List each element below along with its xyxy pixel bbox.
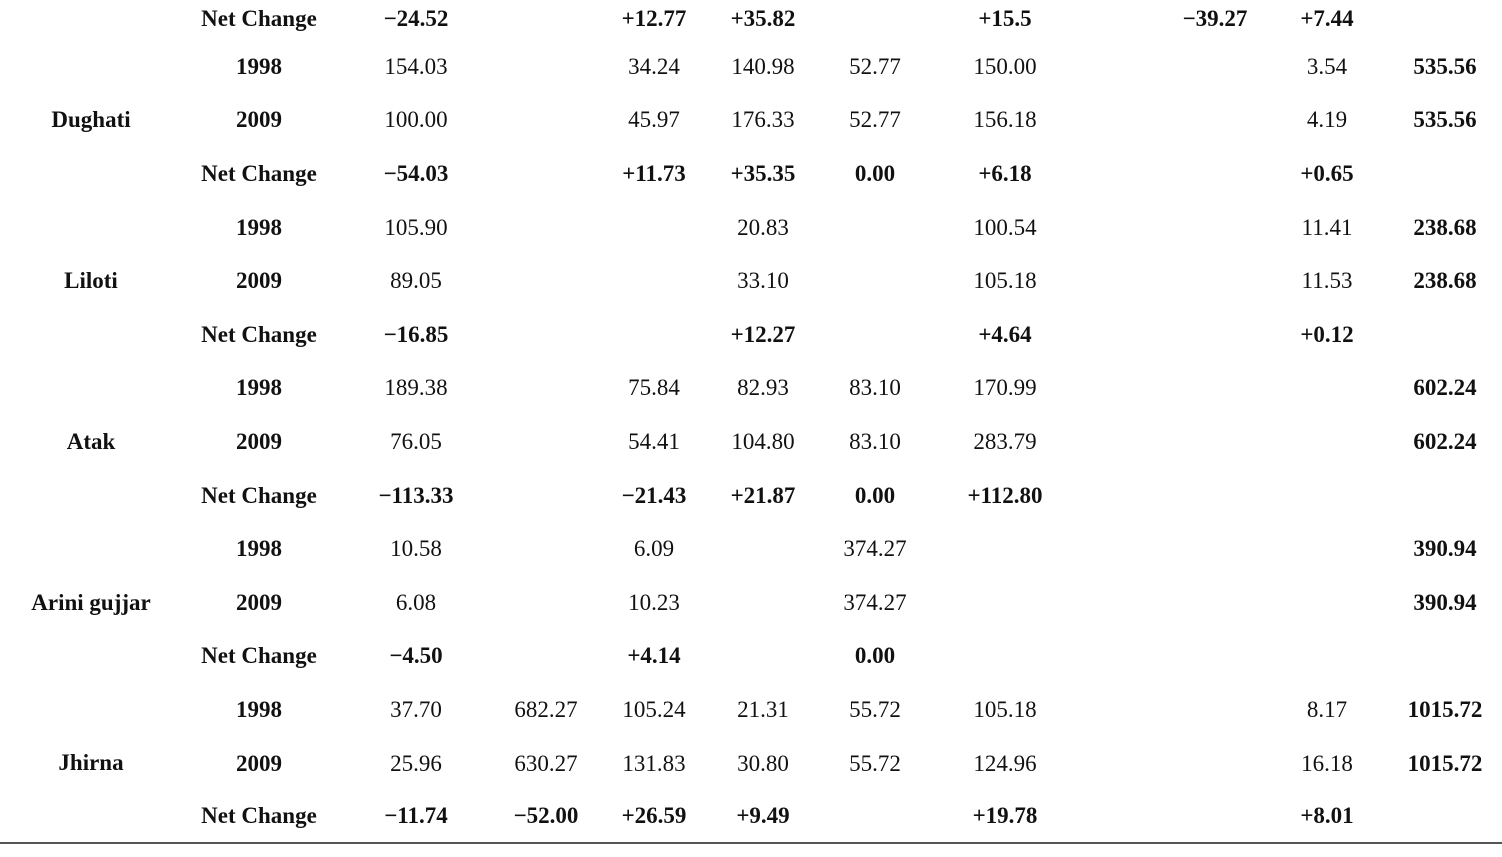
value-cell: 52.77	[849, 53, 901, 79]
value-cell	[1074, 683, 1164, 737]
value-cell	[1164, 254, 1266, 308]
value-cell: 124.96	[973, 750, 1037, 776]
value-cell	[1074, 254, 1164, 308]
value-cell	[596, 201, 712, 255]
total-cell	[1388, 147, 1502, 201]
value-cell	[496, 630, 596, 684]
value-cell: 83.10	[849, 375, 901, 401]
value-cell	[1164, 576, 1266, 630]
value-cell	[1164, 469, 1266, 523]
net-change-label: Net Change	[201, 321, 317, 347]
total-cell: 390.94	[1413, 536, 1477, 562]
value-cell: +7.44	[1300, 6, 1354, 31]
value-cell: −54.03	[383, 160, 449, 186]
value-cell: 3.54	[1306, 53, 1348, 79]
value-cell: 76.05	[390, 428, 442, 454]
year-label: 1998	[236, 696, 282, 722]
value-cell: +35.82	[730, 6, 796, 31]
value-cell: 30.80	[737, 750, 789, 776]
site-name: Jhirna	[0, 683, 182, 844]
value-cell	[496, 362, 596, 416]
value-cell: +0.65	[1300, 160, 1354, 186]
value-cell: −24.52	[383, 6, 449, 31]
value-cell: +19.78	[936, 790, 1074, 844]
total-cell: 238.68	[1413, 268, 1477, 294]
year-label: 1998	[236, 53, 282, 79]
value-cell: 0.00	[854, 643, 896, 669]
value-cell: 52.77	[849, 107, 901, 133]
value-cell: 6.09	[633, 536, 675, 562]
total-cell: 1015.72	[1407, 696, 1483, 722]
value-cell	[1266, 362, 1388, 416]
value-cell	[712, 630, 814, 684]
value-cell	[1074, 576, 1164, 630]
year-row	[0, 201, 1502, 255]
value-cell: −39.27	[1182, 6, 1248, 31]
site-name: Dughati	[51, 107, 131, 133]
year-row	[0, 362, 1502, 416]
value-cell	[496, 40, 596, 94]
value-cell: +4.64	[978, 321, 1032, 347]
value-cell: +9.49	[712, 790, 814, 844]
value-cell	[496, 0, 596, 40]
value-cell: +35.35	[730, 160, 796, 186]
value-cell	[814, 254, 936, 308]
value-cell: 34.24	[628, 53, 680, 79]
value-cell: 55.72	[849, 750, 901, 776]
value-cell	[1074, 522, 1164, 576]
value-cell: +8.01	[1266, 790, 1388, 844]
year-label: 1998	[236, 536, 282, 562]
value-cell: 33.10	[737, 268, 789, 294]
value-cell: 54.41	[628, 428, 680, 454]
value-cell	[1074, 40, 1164, 94]
value-cell	[1164, 308, 1266, 362]
year-label: 2009	[236, 107, 282, 133]
value-cell	[1074, 94, 1164, 148]
value-cell: 89.05	[390, 268, 442, 294]
value-cell	[936, 630, 1074, 684]
value-cell: 20.83	[737, 214, 789, 240]
site-cell	[0, 0, 182, 40]
site-name: Atak	[66, 428, 116, 454]
value-cell: 11.41	[1301, 214, 1353, 240]
value-cell: 131.83	[622, 750, 686, 776]
value-cell: 11.53	[1301, 268, 1353, 294]
value-cell	[814, 308, 936, 362]
value-cell	[712, 522, 814, 576]
value-cell	[1164, 415, 1266, 469]
total-cell: 390.94	[1413, 589, 1477, 615]
value-cell	[1164, 94, 1266, 148]
year-row	[0, 576, 1502, 630]
value-cell: 10.23	[628, 589, 680, 615]
value-cell: 374.27	[843, 589, 907, 615]
value-cell	[1164, 737, 1266, 791]
net-change-label: Net Change	[201, 643, 317, 669]
year-label: 1998	[236, 214, 282, 240]
value-cell	[1164, 147, 1266, 201]
value-cell: +15.5	[978, 6, 1032, 31]
total-cell: 238.68	[1413, 214, 1477, 240]
value-cell	[1074, 147, 1164, 201]
value-cell	[1074, 362, 1164, 416]
year-label: 1998	[236, 375, 282, 401]
value-cell	[814, 201, 936, 255]
year-row	[0, 254, 1502, 308]
value-cell: 37.70	[390, 696, 442, 722]
net-change-row	[0, 0, 1502, 40]
value-cell	[1164, 630, 1266, 684]
value-cell	[1266, 576, 1388, 630]
value-cell: 630.27	[514, 750, 578, 776]
net-change-label: Net Change	[201, 160, 317, 186]
value-cell: 21.31	[737, 696, 789, 722]
value-cell: 105.18	[973, 696, 1037, 722]
value-cell: +0.12	[1300, 321, 1354, 347]
value-cell: 140.98	[731, 53, 795, 79]
value-cell: 16.18	[1301, 750, 1353, 776]
net-change-row	[0, 147, 1502, 201]
value-cell: −21.43	[621, 482, 687, 508]
value-cell	[936, 576, 1074, 630]
value-cell	[1074, 201, 1164, 255]
value-cell	[496, 308, 596, 362]
value-cell	[1074, 415, 1164, 469]
value-cell	[814, 790, 936, 844]
total-cell	[1388, 469, 1502, 523]
value-cell	[1074, 308, 1164, 362]
value-cell: 45.97	[628, 107, 680, 133]
value-cell	[1164, 201, 1266, 255]
value-cell: 154.03	[384, 53, 448, 79]
value-cell	[496, 147, 596, 201]
total-cell	[1388, 630, 1502, 684]
value-cell: 189.38	[384, 375, 448, 401]
value-cell	[496, 254, 596, 308]
year-row	[0, 683, 1502, 737]
total-cell	[1388, 0, 1502, 40]
value-cell	[496, 94, 596, 148]
year-row	[0, 94, 1502, 148]
value-cell: 100.00	[384, 107, 448, 133]
total-cell	[1388, 308, 1502, 362]
site-name: Arini gujjar	[31, 589, 151, 615]
total-cell: 602.24	[1413, 375, 1477, 401]
value-cell: +11.73	[622, 160, 686, 186]
value-cell: 75.84	[628, 375, 680, 401]
total-cell: 535.56	[1413, 53, 1477, 79]
value-cell	[936, 522, 1074, 576]
net-change-row	[0, 790, 1502, 844]
value-cell	[1074, 0, 1164, 40]
net-change-label: Net Change	[201, 482, 317, 508]
value-cell: 55.72	[849, 696, 901, 722]
value-cell: 105.90	[384, 214, 448, 240]
value-cell	[1266, 469, 1388, 523]
value-cell: +112.80	[967, 482, 1043, 508]
value-cell: −52.00	[496, 790, 596, 844]
value-cell	[1074, 790, 1164, 844]
value-cell: +21.87	[730, 482, 796, 508]
year-row	[0, 522, 1502, 576]
year-row	[0, 415, 1502, 469]
value-cell	[1074, 737, 1164, 791]
value-cell	[1164, 362, 1266, 416]
row-label: Net Change	[201, 6, 317, 31]
site-name: Liloti	[64, 268, 118, 294]
value-cell	[496, 415, 596, 469]
value-cell	[1074, 469, 1164, 523]
value-cell: 150.00	[973, 53, 1037, 79]
year-label: 2009	[236, 750, 282, 776]
value-cell	[1164, 683, 1266, 737]
net-change-row	[0, 308, 1502, 362]
year-label: 2009	[236, 428, 282, 454]
value-cell: 8.17	[1306, 696, 1348, 722]
value-cell	[596, 254, 712, 308]
value-cell: 176.33	[731, 107, 795, 133]
value-cell	[1164, 790, 1266, 844]
net-change-label: Net Change	[182, 790, 336, 844]
value-cell	[814, 0, 936, 40]
value-cell	[1164, 522, 1266, 576]
value-cell: 82.93	[737, 375, 789, 401]
value-cell: 104.80	[731, 428, 795, 454]
year-label: 2009	[236, 589, 282, 615]
value-cell	[1266, 630, 1388, 684]
value-cell: 6.08	[395, 589, 437, 615]
net-change-row	[0, 630, 1502, 684]
value-cell: 25.96	[390, 750, 442, 776]
value-cell: −4.50	[389, 643, 443, 669]
value-cell: 156.18	[973, 107, 1037, 133]
value-cell	[1074, 630, 1164, 684]
year-row	[0, 40, 1502, 94]
net-change-row	[0, 469, 1502, 523]
value-cell: 83.10	[849, 428, 901, 454]
year-label: 2009	[236, 268, 282, 294]
value-cell	[1266, 415, 1388, 469]
value-cell: +12.77	[621, 6, 687, 31]
value-cell	[1266, 522, 1388, 576]
total-cell: 1015.72	[1407, 750, 1483, 776]
value-cell: 100.54	[973, 214, 1037, 240]
value-cell: −11.74	[336, 790, 496, 844]
value-cell: 105.18	[973, 268, 1037, 294]
value-cell: 10.58	[390, 536, 442, 562]
value-cell	[496, 576, 596, 630]
value-cell: 682.27	[514, 696, 578, 722]
total-cell: 535.56	[1413, 107, 1477, 133]
value-cell	[1164, 40, 1266, 94]
value-cell	[596, 308, 712, 362]
year-row	[0, 737, 1502, 791]
value-cell	[712, 576, 814, 630]
value-cell	[496, 201, 596, 255]
value-cell: 0.00	[854, 482, 896, 508]
value-cell	[496, 522, 596, 576]
value-cell: 374.27	[843, 536, 907, 562]
value-cell: −16.85	[383, 321, 449, 347]
total-cell	[1388, 790, 1502, 844]
value-cell	[496, 469, 596, 523]
value-cell: −113.33	[378, 482, 454, 508]
value-cell: 170.99	[973, 375, 1037, 401]
total-cell: 602.24	[1413, 428, 1477, 454]
value-cell: +6.18	[978, 160, 1032, 186]
value-cell: 105.24	[622, 696, 686, 722]
value-cell: +12.27	[730, 321, 796, 347]
value-cell: +26.59	[596, 790, 712, 844]
value-cell: 283.79	[973, 428, 1037, 454]
value-cell: 0.00	[854, 160, 896, 186]
value-cell: 4.19	[1306, 107, 1348, 133]
value-cell: +4.14	[627, 643, 681, 669]
